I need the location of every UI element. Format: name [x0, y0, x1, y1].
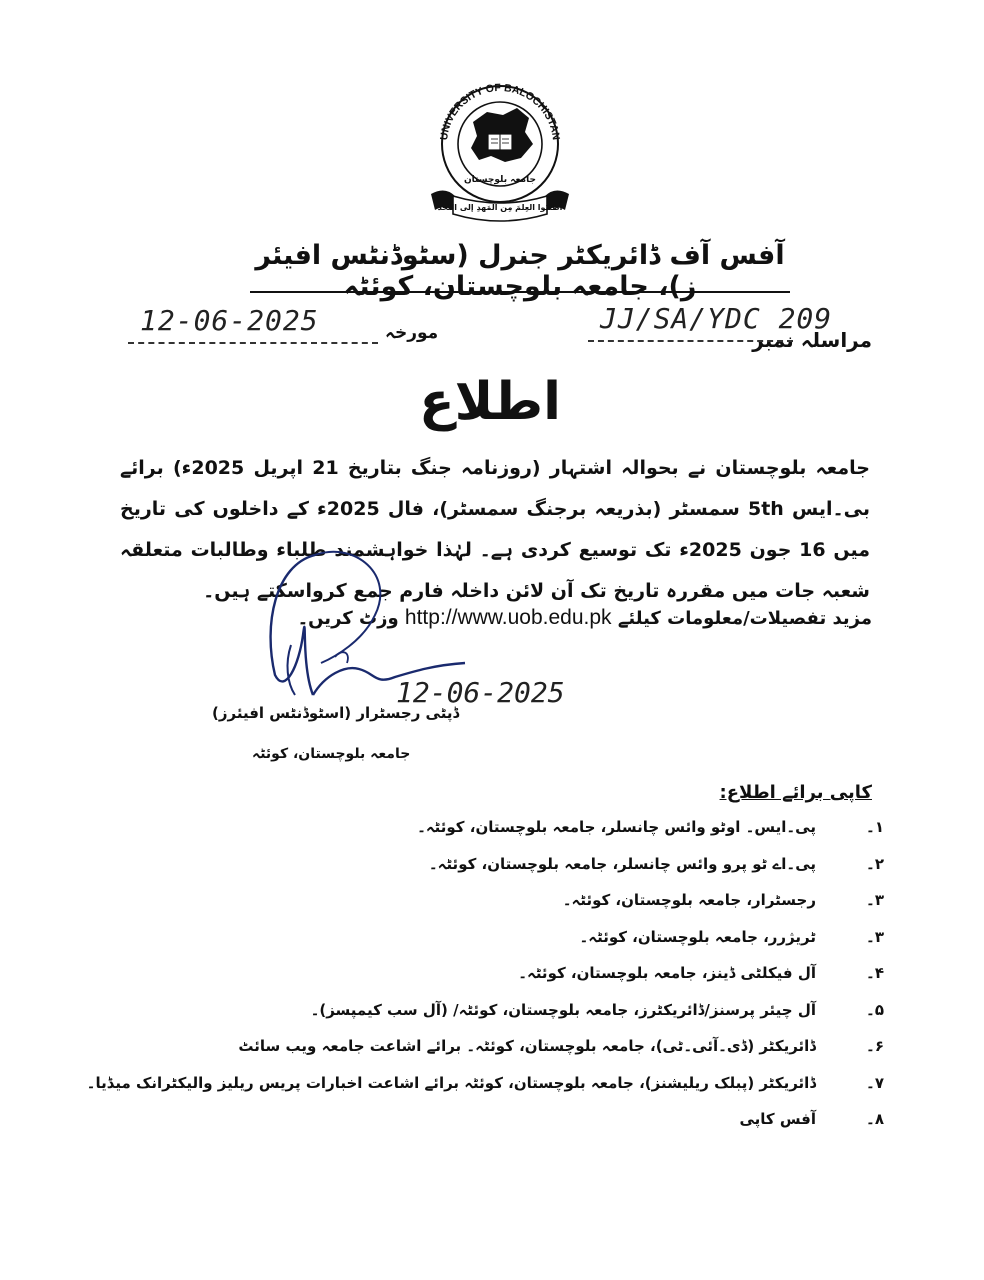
list-item — [164, 891, 884, 928]
reference-label: مراسلہ نمبر — [752, 328, 872, 352]
list-number: ۴۔ — [866, 964, 884, 982]
list-text: رجسٹرار، جامعہ بلوچستان، کوئٹہ۔ — [562, 891, 816, 909]
list-text: آل چیئر پرسنز/ڈائریکٹرز، جامعہ بلوچستان، کوئٹہ/ (آل سب کیمپسز)۔ — [310, 1000, 816, 1019]
list-text: پی۔اے ٹو پرو وائس چانسلر، جامعہ بلوچستان، کوئٹہ۔ — [428, 854, 816, 873]
signer-organization: جامعہ بلوچستان، کوئٹہ — [252, 746, 411, 762]
more-info-prefix: مزید تفصیلات/معلومات کیلئے — [617, 608, 872, 629]
reference-number: JJ/SA/YDC 209 — [600, 302, 833, 335]
list-item — [164, 928, 884, 965]
list-number: ۸۔ — [866, 1110, 884, 1128]
list-item — [164, 1110, 884, 1147]
list-number: ۳۔ — [866, 927, 884, 946]
list-item — [164, 964, 884, 1001]
website-link[interactable]: http://www.uob.edu.pk — [404, 606, 612, 629]
header-underline — [250, 291, 790, 293]
list-item — [164, 855, 884, 892]
date-label: مورخہ — [385, 323, 439, 343]
office-header: آفس آف ڈائریکٹر جنرل (سٹوڈنٹس افیئر ز)، جامعہ بلوچستان، کوئٹہ — [255, 240, 785, 302]
copy-heading: کاپی برائے اطلاع: — [719, 782, 872, 803]
svg-text:اُطلبُوا العِلمَ مِن المَهدِ إ: اُطلبُوا العِلمَ مِن المَهدِ إلى اللحد — [437, 203, 563, 212]
list-number: ۵۔ — [866, 1000, 884, 1019]
list-text: پی۔ایس۔ اوٹو وائس چانسلر، جامعہ بلوچستان، کوئٹہ۔ — [417, 818, 816, 836]
svg-text:UNIVERSITY OF BALOCHISTAN: UNIVERSITY OF BALOCHISTAN — [438, 82, 562, 141]
signer-title: ڈپٹی رجسٹرار (اسٹوڈنٹس افیئرز) — [212, 704, 460, 722]
signature-date: 12-06-2025 — [396, 676, 565, 709]
list-number: ۷۔ — [866, 1073, 884, 1092]
list-number: ۲۔ — [866, 854, 884, 873]
more-info-suffix: وزٹ کریں۔ — [297, 608, 399, 629]
notice-body: جامعہ بلوچستان نے بحوالہ اشتہار (روزنامہ جنگ بتاریخ 21 اپریل 2025ء) برائے بی۔ایس 5th سمسٹر (بذریعہ برجنگ سمسٹر)، فال 2025ء کے داخلوں کی تاریخ میں 16 جون 2025ء تک توسیع کردی ہے۔ لہٰذا خواہشمند طلباء وطالبات متعلقہ شعبہ جات میں مقررہ تاریخ تک آن لائن داخلہ فارم جمع کرواسکتے ہیں۔ — [120, 457, 871, 602]
date-value: 12-06-2025 — [140, 304, 319, 337]
svg-text:جامعہ بلوچستان: جامعہ بلوچستان — [464, 175, 536, 185]
list-number: ۳۔ — [866, 891, 884, 909]
list-number: ۶۔ — [866, 1037, 884, 1055]
list-item — [86, 1073, 884, 1111]
list-item — [164, 1037, 884, 1074]
notice-title: اطلاع — [419, 372, 561, 432]
list-text: ڈائریکٹر (پبلک ریلیشنز)، جامعہ بلوچستان، کوئٹہ برائے اشاعت اخبارات پریس ریلیز والیکٹرانک میڈیا۔ — [86, 1073, 816, 1092]
date-dash-line — [128, 342, 378, 344]
list-text: ڈائریکٹر (ڈی۔آئی۔ٹی)، جامعہ بلوچستان، کوئٹہ۔ برائے اشاعت جامعہ ویب سائٹ — [238, 1037, 816, 1055]
list-text: آل فیکلٹی ڈینز، جامعہ بلوچستان، کوئٹہ۔ — [518, 964, 816, 982]
list-text: ٹریژرر، جامعہ بلوچستان، کوئٹہ۔ — [579, 927, 816, 946]
list-item — [164, 818, 884, 855]
reference-dash-line — [588, 340, 793, 342]
list-number: ۱۔ — [866, 818, 884, 836]
list-item — [164, 1001, 884, 1038]
list-text: آفس کاپی — [739, 1110, 816, 1128]
copy-list — [86, 818, 884, 1147]
university-seal-logo — [425, 82, 575, 222]
